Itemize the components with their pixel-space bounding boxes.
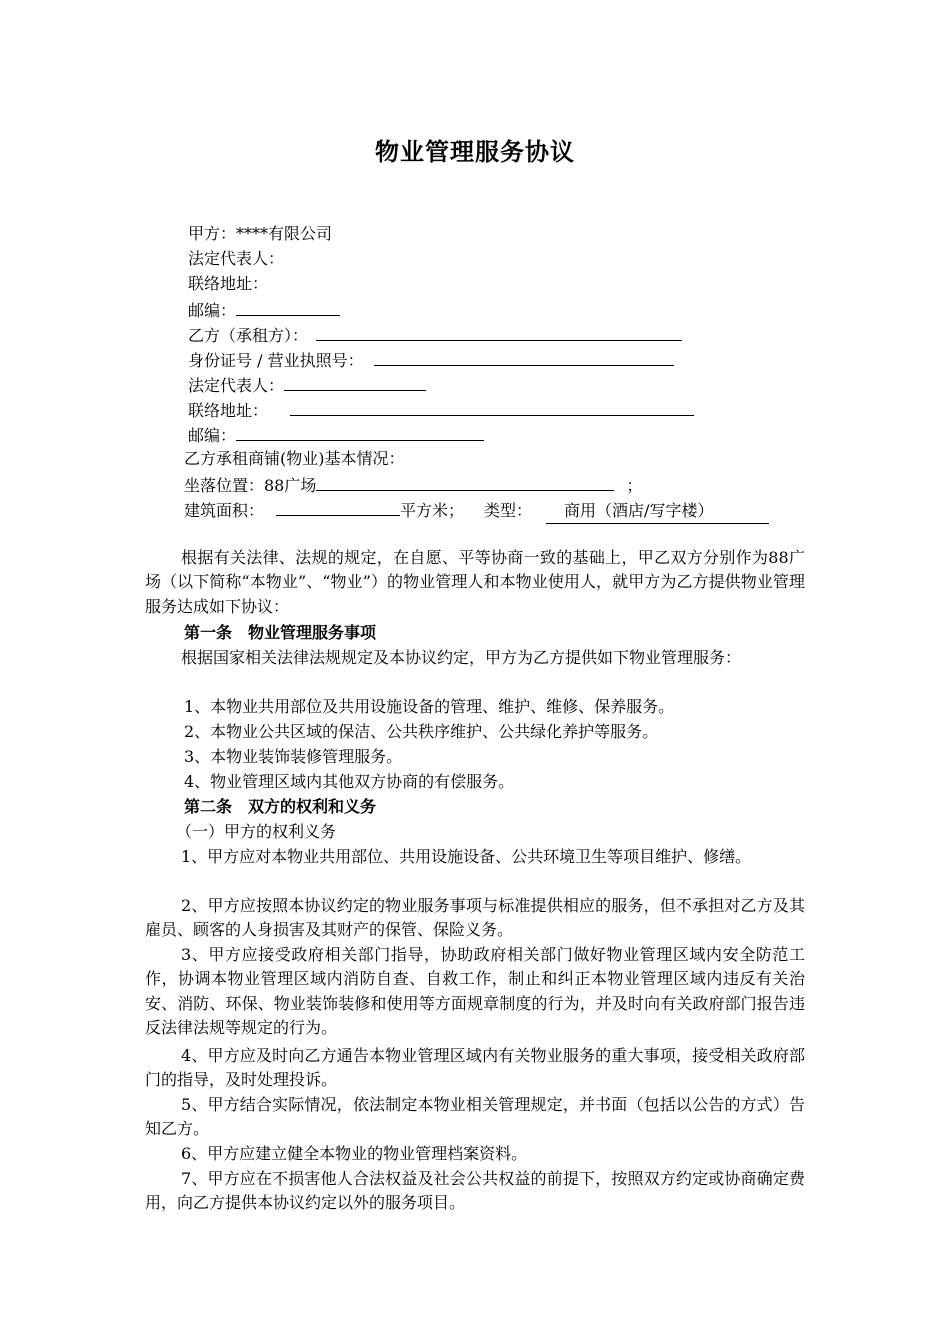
party-b-address-blank: [290, 397, 694, 416]
party-b-name-label: 乙方（承租方）：: [188, 326, 309, 345]
party-b-legal-rep-row: [188, 372, 426, 398]
premises-area-label: 建筑面积：: [184, 501, 265, 520]
article-2-item: 5、甲方结合实际情况，依法制定本物业相关管理规定，并书面（包括以公告的方式）告知乙方。: [145, 1095, 805, 1139]
premises-area-blank: [276, 497, 400, 516]
party-b-postcode-label: 邮编：: [188, 426, 237, 445]
party-a-postcode-blank: [236, 297, 340, 316]
article-2-heading: 第二条 双方的权利和义务: [184, 797, 377, 816]
article-2-subheading: （一）甲方的权利义务: [176, 822, 337, 841]
article-1-item: 4、物业管理区域内其他双方协商的有偿服务。: [184, 772, 515, 791]
document-title: 物业管理服务协议: [375, 138, 575, 166]
party-a-address: 联络地址：: [188, 274, 269, 293]
party-b-id-blank: [374, 347, 674, 366]
article-1-item: 3、本物业装饰装修管理服务。: [184, 747, 403, 766]
article-2-item: 6、甲方应建立健全本物业的物业管理档案资料。: [181, 1144, 528, 1163]
party-b-postcode-row: [188, 422, 484, 448]
party-b-id-row: [188, 347, 674, 373]
premises-type-value: 商用（酒店/写字楼）: [546, 499, 769, 524]
premises-location-end: ；: [626, 476, 643, 495]
party-b-legal-rep-label: 法定代表人：: [188, 376, 285, 395]
premises-type-label: 类型：: [484, 501, 533, 520]
party-a-postcode-row: [188, 297, 340, 323]
premises-area-row: [184, 497, 769, 524]
article-1-heading: 第一条 物业管理服务事项: [184, 623, 377, 642]
party-a-name: 甲方：****有限公司: [188, 224, 333, 243]
party-b-name-blank: [316, 322, 682, 341]
article-2-item: 1、甲方应对本物业共用部位、共用设施设备、公共环境卫生等项目维护、修缮。: [181, 847, 752, 866]
party-a-legal-rep: 法定代表人：: [188, 249, 285, 268]
article-2-item: 2、甲方应按照本协议约定的物业服务事项与标准提供相应的服务，但不承担对乙方及其雇员、顾客的人身损害及其财产的保管、保险义务。: [145, 896, 805, 940]
article-2-item: 4、甲方应及时向乙方通告本物业管理区域内有关物业服务的重大事项，接受相关政府部门的指导，及时处理投诉。: [145, 1046, 805, 1090]
article-2-item: 3、甲方应接受政府相关部门指导，协助政府相关部门做好物业管理区域内安全防范工作，协调本物业管理区域内消防自查、自救工作，制止和纠正本物业管理区域内违反有关治安、消防、环保、物业装饰装修和使用等方面规章制度的行为，并及时向有关政府部门报告违反法律法规等规定的行为。: [145, 945, 805, 1038]
premises-heading: 乙方承租商铺(物业)基本情况：: [184, 449, 405, 468]
article-2-item: 7、甲方应在不损害他人合法权益及社会公共权益的前提下，按照双方约定或协商确定费用，向乙方提供本协议约定以外的服务项目。: [145, 1169, 805, 1213]
party-b-name-row: [188, 322, 682, 348]
premises-location-blank: [316, 472, 614, 491]
intro-paragraph: 根据有关法律、法规的规定，在自愿、平等协商一致的基础上，甲乙双方分别作为88广场（以下简称“本物业”、“物业”）的物业管理人和本物业使用人，就甲方为乙方提供物业管理服务达成如下协议：: [145, 548, 805, 616]
party-b-id-label: 身份证号 / 营业执照号：: [188, 351, 364, 370]
premises-location-label: 坐落位置：88广场: [184, 476, 317, 495]
party-b-legal-rep-blank: [284, 372, 426, 391]
article-1-item: 2、本物业公共区域的保洁、公共秩序维护、公共绿化养护等服务。: [184, 722, 659, 741]
article-1-item: 1、本物业共用部位及共用设施设备的管理、维护、维修、保养服务。: [184, 697, 675, 716]
premises-area-unit: 平方米；: [400, 501, 465, 520]
party-b-address-row: [188, 397, 694, 423]
article-1-lead: 根据国家相关法律法规规定及本协议约定，甲方为乙方提供如下物业管理服务：: [181, 648, 742, 667]
party-b-address-label: 联络地址：: [188, 401, 269, 420]
premises-location-row: [184, 472, 642, 498]
party-a-postcode-label: 邮编：: [188, 301, 237, 320]
party-b-postcode-blank: [236, 422, 484, 441]
